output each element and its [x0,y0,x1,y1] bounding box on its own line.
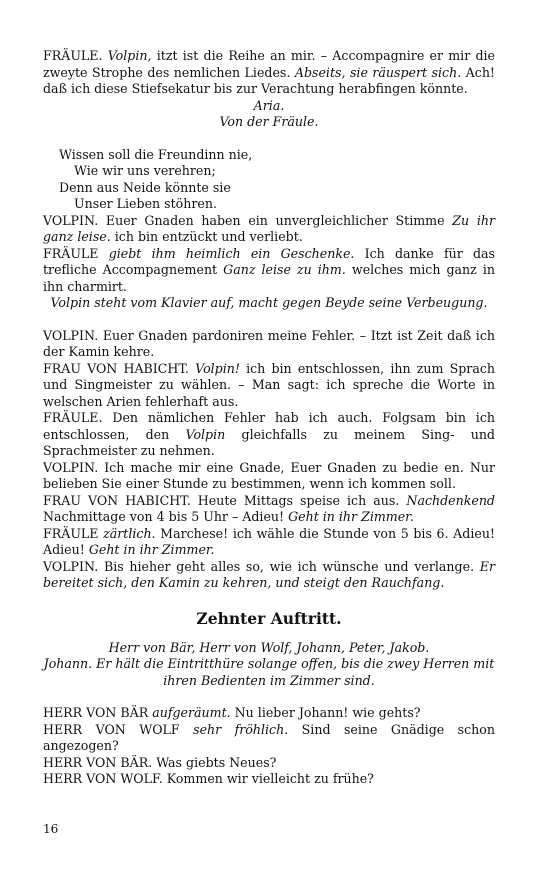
text-run: VOLPIN. Ich mache mir eine Gnade, Euer Gnaden zu bedie en. Nur belieben Sie einer Stunde zu bestimmen, wenn ich kommen soll. [43,459,495,491]
italic-text: Geht in ihr Zimmer. [88,542,215,557]
verse-line: Wie wir uns verehren; [74,163,216,178]
italic-text: Abseits, sie räuspert sich. [294,64,462,80]
italic-text: Volpin! [195,360,240,376]
page-number: 16 [43,822,59,836]
scene-heading [43,608,495,630]
italic-text: Von der Fräule. [219,114,319,129]
text-run: ich bin entschlossen, ihn zum Sprach und Singmeister zu wählen. – Man sagt: ich spreche die Worte in welschen Arien fehlerhaft aus. [43,360,495,409]
text-run: Marchese! ich wähle die Stunde von 5 bis 6. Adieu! Adieu! [43,525,495,557]
paragraph [43,246,495,296]
text-run: Sind seine Gnädige schon angezogen? [43,721,495,753]
italic-text: Johann. Er hält die Eintritthüre solange offen, bis die zwey Herren mit ihren Bedienten im Zimmer sind. [43,656,495,688]
text-run: VOLPIN. Euer Gnaden haben ein unvergleichlicher Stimme [43,212,453,228]
italic-text: Volpin [185,426,226,442]
italic-text: Ganz leise zu ihm. [223,262,346,277]
italic-text: Nachdenkend [406,492,495,508]
paragraph [43,722,495,755]
page-body [43,48,495,788]
text-run: Zehnter Auftritt. [196,608,342,628]
text-run: gleichfalls zu meinem Sing- und Sprachmeister zu nehmen. [43,426,495,458]
spacer [43,312,495,328]
paragraph [43,755,495,772]
paragraph [43,705,495,722]
verse-line: Denn aus Neide könnte sie [59,179,231,195]
text-run: FRÄULE [43,525,104,541]
verse-line: Unser Lieben stöhren. [74,196,217,211]
text-run: FRAU VON HABICHT. [43,360,196,376]
stage-direction [43,114,495,131]
stage-direction [43,656,495,689]
text-run: FRAU VON HABICHT. Heute Mittags speise ich aus. [43,492,407,508]
text-run: FRÄULE [43,245,109,261]
text-run: Ich danke für das trefliche Accompagnement [43,245,495,277]
italic-text: Er bereitet sich, den Kamin zu kehren, und steigt den Rauchfang. [43,558,495,590]
text-run: FRÄULE. [43,48,108,63]
spacer [43,592,495,608]
paragraph [43,410,495,460]
italic-text: aufgeräumt. [152,705,231,720]
italic-text: Volpin, [107,48,152,63]
text-run: ich bin entzückt und verliebt. [110,229,303,244]
italic-text: sehr fröhlich. [193,721,289,737]
italic-text: Zu ihr ganz leise. [43,212,495,244]
text-run: VOLPIN. Bis hieher geht alles so, wie ich wünsche und verlange. [43,558,480,574]
text-run: HERR VON WOLF [43,721,194,737]
text-run: Ach! daß ich diese Stiefsekatur bis zur Verachtung herabfingen könnte. [43,64,495,96]
paragraph [43,460,495,493]
paragraph [43,493,495,526]
paragraph [43,361,495,411]
stage-direction [43,295,495,312]
italic-text: Herr von Bär, Herr von Wolf, Johann, Peter, Jakob. [108,639,430,655]
stage-direction [43,640,495,657]
text-run: Nachmittage von 4 bis 5 Uhr – Adieu! [43,509,289,524]
italic-text: Volpin steht vom Klavier auf, macht gegen Beyde seine Verbeugung. [50,295,488,310]
italic-text: giebt ihm heimlich ein Geschenke. [108,245,355,261]
verse-block [59,147,495,213]
text-run: HERR VON WOLF. Kommen wir vielleicht zu frühe? [43,771,374,786]
spacer [43,689,495,705]
italic-text: zärtlich. [103,525,156,541]
spacer [43,630,495,640]
text-run: welches mich ganz in ihn charmirt. [43,262,495,294]
paragraph [43,526,495,559]
italic-text: Geht in ihr Zimmer. [288,509,414,524]
text-run: HERR VON BÄR. Was giebts Neues? [43,754,277,770]
paragraph [43,48,495,98]
paragraph [43,771,495,788]
paragraph [43,559,495,592]
text-run: VOLPIN. Euer Gnaden pardoniren meine Fehler. – Itzt ist Zeit daß ich der Kamin kehre. [43,327,495,359]
stage-direction [43,98,495,115]
text-run: itzt ist die Reihe an mir. – Accompagnire er mir die zweyte Strophe des nemlichen Liedes. [43,48,495,80]
paragraph [43,213,495,246]
text-run: FRÄULE. Den nämlichen Fehler hab ich auch. Folgsam bin ich entschlossen, den [43,410,495,442]
italic-text: Aria. [253,97,285,113]
spacer [43,131,495,147]
paragraph [43,328,495,361]
verse-line: Wissen soll die Freundinn nie, [59,146,253,162]
text-run: HERR VON BÄR [43,705,153,720]
text-run: Nu lieber Johann! wie gehts? [230,705,421,720]
